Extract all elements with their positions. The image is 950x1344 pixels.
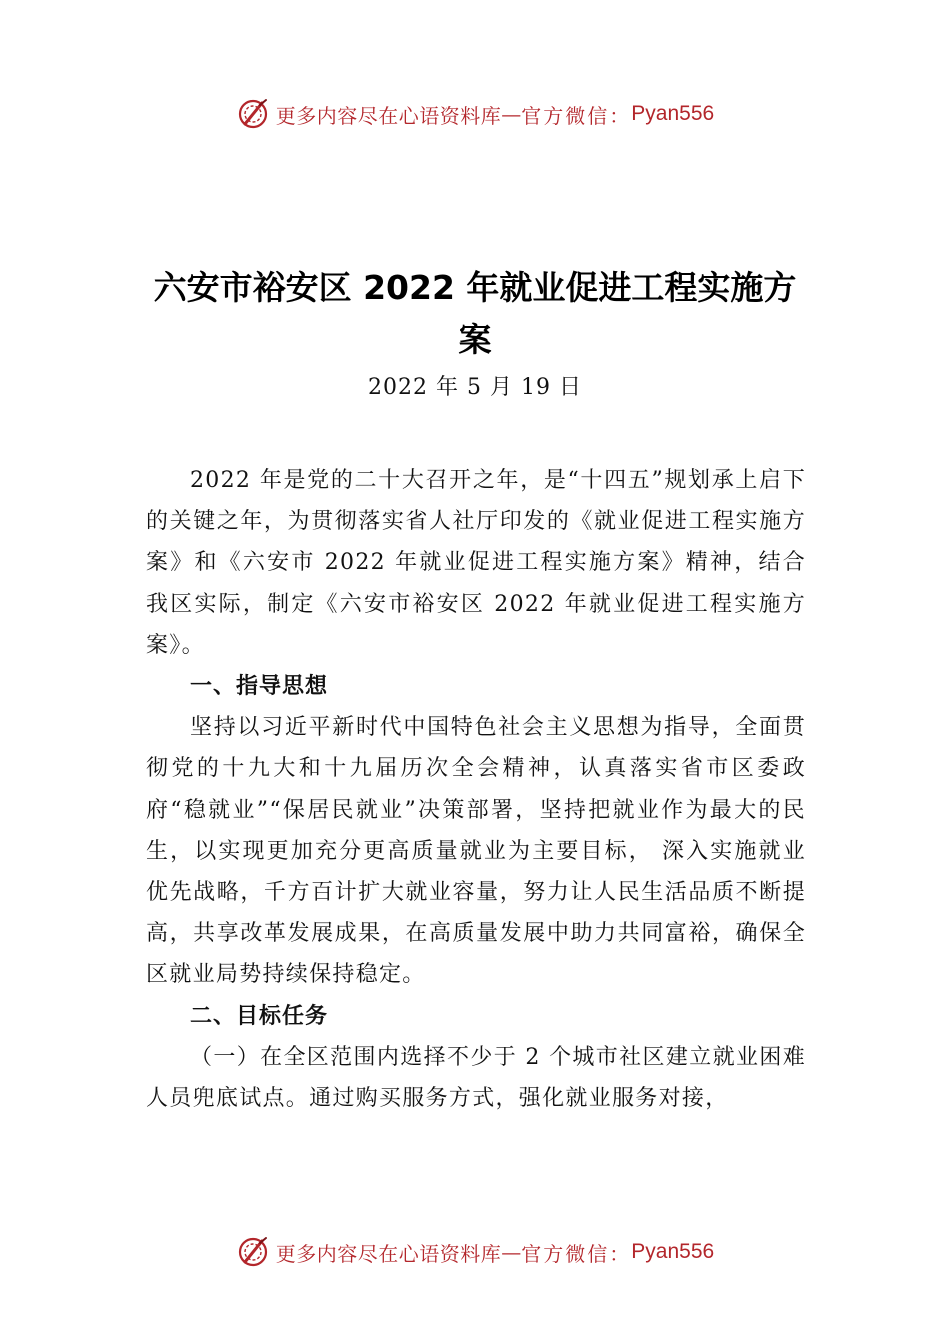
section-1-heading: 一、指导思想 <box>190 674 329 700</box>
title-line-2: 案 <box>458 320 492 359</box>
brush-logo-icon <box>236 97 270 131</box>
section-2-heading: 二、目标任务 <box>190 1003 329 1029</box>
watermark-text: 更多内容尽在心语资料库 <box>275 1241 502 1266</box>
brush-logo-icon <box>236 1235 270 1269</box>
document-date: 2022 年 5 月 19 日 <box>368 375 582 400</box>
footer-watermark <box>0 1232 950 1272</box>
header-watermark <box>0 94 950 134</box>
watermark-wechat-id: Pyan556 <box>631 1240 715 1263</box>
title-line-1: 六安市裕安区 2022 年就业促进工程实施方 <box>153 268 797 307</box>
document-title <box>140 262 810 366</box>
section-2-item-1: （一）在全区范围内选择不少于 2 个城市社区建立就业困难人员兜底试点。通过购买服务方式，强化就业服务对接， <box>146 1044 806 1112</box>
watermark-label: 官方微信： <box>521 103 632 128</box>
watermark-separator: — <box>501 102 522 126</box>
intro-paragraph: 2022 年是党的二十大召开之年，是“十四五”规划承上启下的关键之年，为贯彻落实省人社厅印发的《就业促进工程实施方案》和《六安市 2022 年就业促进工程实施方案》精神，结合我区实际，制定《六安市裕安区 2022 年就业促进工程实施方案》。 <box>146 468 806 658</box>
section-1-paragraph: 坚持以习近平新时代中国特色社会主义思想为指导，全面贯彻党的十九大和十九届历次全会精神，认真落实省市区委政府“稳就业”“保居民就业”决策部署，坚持把就业作为最大的民生，以实现更加充分更高质量就业为主要目标， 深入实施就业优先战略，千方百计扩大就业容量，努力让人民生活品质不断提高，共享改革发展成果，在高质量发展中助力共同富裕，确保全区就业局势持续保持稳定。 <box>146 715 806 988</box>
watermark-label: 官方微信： <box>521 1241 632 1266</box>
watermark-text: 更多内容尽在心语资料库 <box>275 103 502 128</box>
watermark-separator: — <box>501 1240 522 1264</box>
watermark-wechat-id: Pyan556 <box>631 102 715 125</box>
document-body <box>146 460 806 1119</box>
